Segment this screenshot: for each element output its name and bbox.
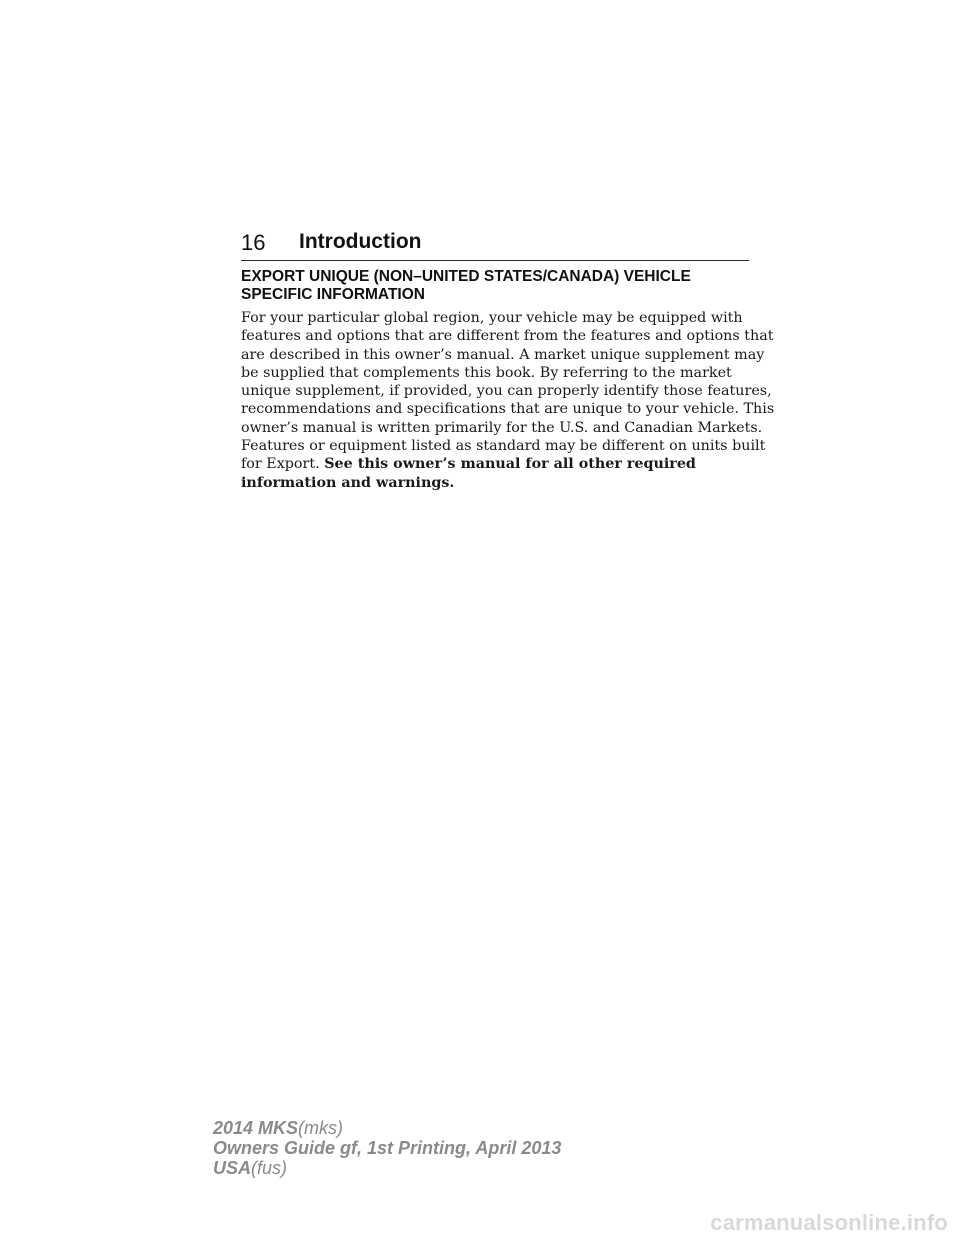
body-line: owner’s manual is written primarily for the U.S. and Canadian Markets. [241,419,763,436]
page-header [241,228,749,261]
page-number: 16 [241,230,266,255]
body-text-bold: information and warnings. [241,474,455,491]
body-line [241,455,751,473]
body-line: unique supplement, if provided, you can properly identify those features, [241,383,772,400]
body-text-plain: for Export. [241,456,320,473]
chapter-title: Introduction [299,230,422,253]
footer-line [213,1118,561,1138]
body-line [241,474,751,492]
footer-market-code: (fus) [251,1158,288,1178]
watermark: carmanualsonline.info [710,1210,948,1235]
print-footer [213,1118,561,1178]
section-heading-line: SPECIFIC INFORMATION [241,286,425,303]
body-paragraph [241,309,775,492]
body-line: be supplied that complements this book. By referring to the market [241,364,732,381]
body-text-bold: See this owner’s manual for all other required [324,456,696,473]
body-line: Features or equipment listed as standard may be different on units built [241,438,766,455]
body-line: are described in this owner’s manual. A market unique supplement may [241,346,765,363]
section-heading [241,268,749,304]
body-line: features and options that are different from the features and options that [241,328,774,345]
section-heading-line: EXPORT UNIQUE (NON–UNITED STATES/CANADA) VEHICLE [241,268,691,285]
footer-market: USA [213,1158,252,1178]
footer-edition: Owners Guide gf, 1st Printing, April 2013 [213,1138,562,1158]
footer-line [213,1158,561,1178]
body-line: For your particular global region, your vehicle may be equipped with [241,310,743,326]
footer-model-code: (mks) [298,1118,344,1138]
footer-model: 2014 MKS [213,1118,299,1138]
body-line: recommendations and specifications that are unique to your vehicle. This [241,401,775,418]
